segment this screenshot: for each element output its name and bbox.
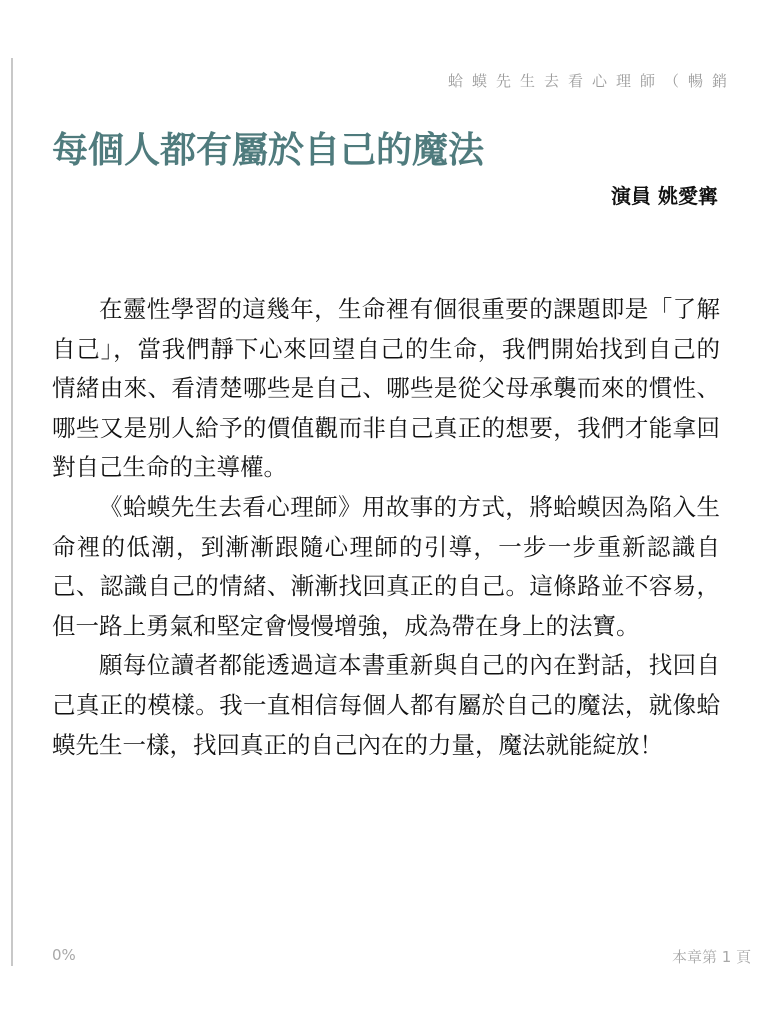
paragraph: 《蛤蟆先生去看心理師》用故事的方式，將蛤蟆因為陷入生命裡的低潮，到漸漸跟隨心理師的引導，一步一步重新認識自己、認識自己的情緒、漸漸找回真正的自己。這條路並不容易，但一路上勇氣和堅定會慢慢增強，成為帶在身上的法寶。 [52, 492, 720, 640]
chapter-page-indicator: 本章第 1 頁 [672, 948, 752, 966]
page-left-border [11, 58, 13, 966]
chapter-body [52, 290, 720, 765]
author-byline: 演員 姚愛寗 [611, 184, 718, 208]
paragraph: 願每位讀者都能透過這本書重新與自己的內在對話，找回自己真正的模樣。我一直相信每個人都有屬於自己的魔法，就像蛤蟆先生一樣，找回真正的自己內在的力量，魔法就能綻放！ [52, 651, 720, 759]
paragraph: 在靈性學習的這幾年，生命裡有個很重要的課題即是「了解自己」，當我們靜下心來回望自己的生命，我們開始找到自己的情緒由來、看清楚哪些是自己、哪些是從父母承襲而來的慣性、哪些又是別人給予的價值觀而非自己真正的想要，我們才能拿回對自己生命的主導權。 [52, 295, 720, 482]
running-header: 蛤蟆先生去看心理師（暢銷 [448, 72, 737, 90]
chapter-title: 每個人都有屬於自己的魔法 [52, 129, 485, 171]
reading-progress: 0% [52, 946, 76, 964]
